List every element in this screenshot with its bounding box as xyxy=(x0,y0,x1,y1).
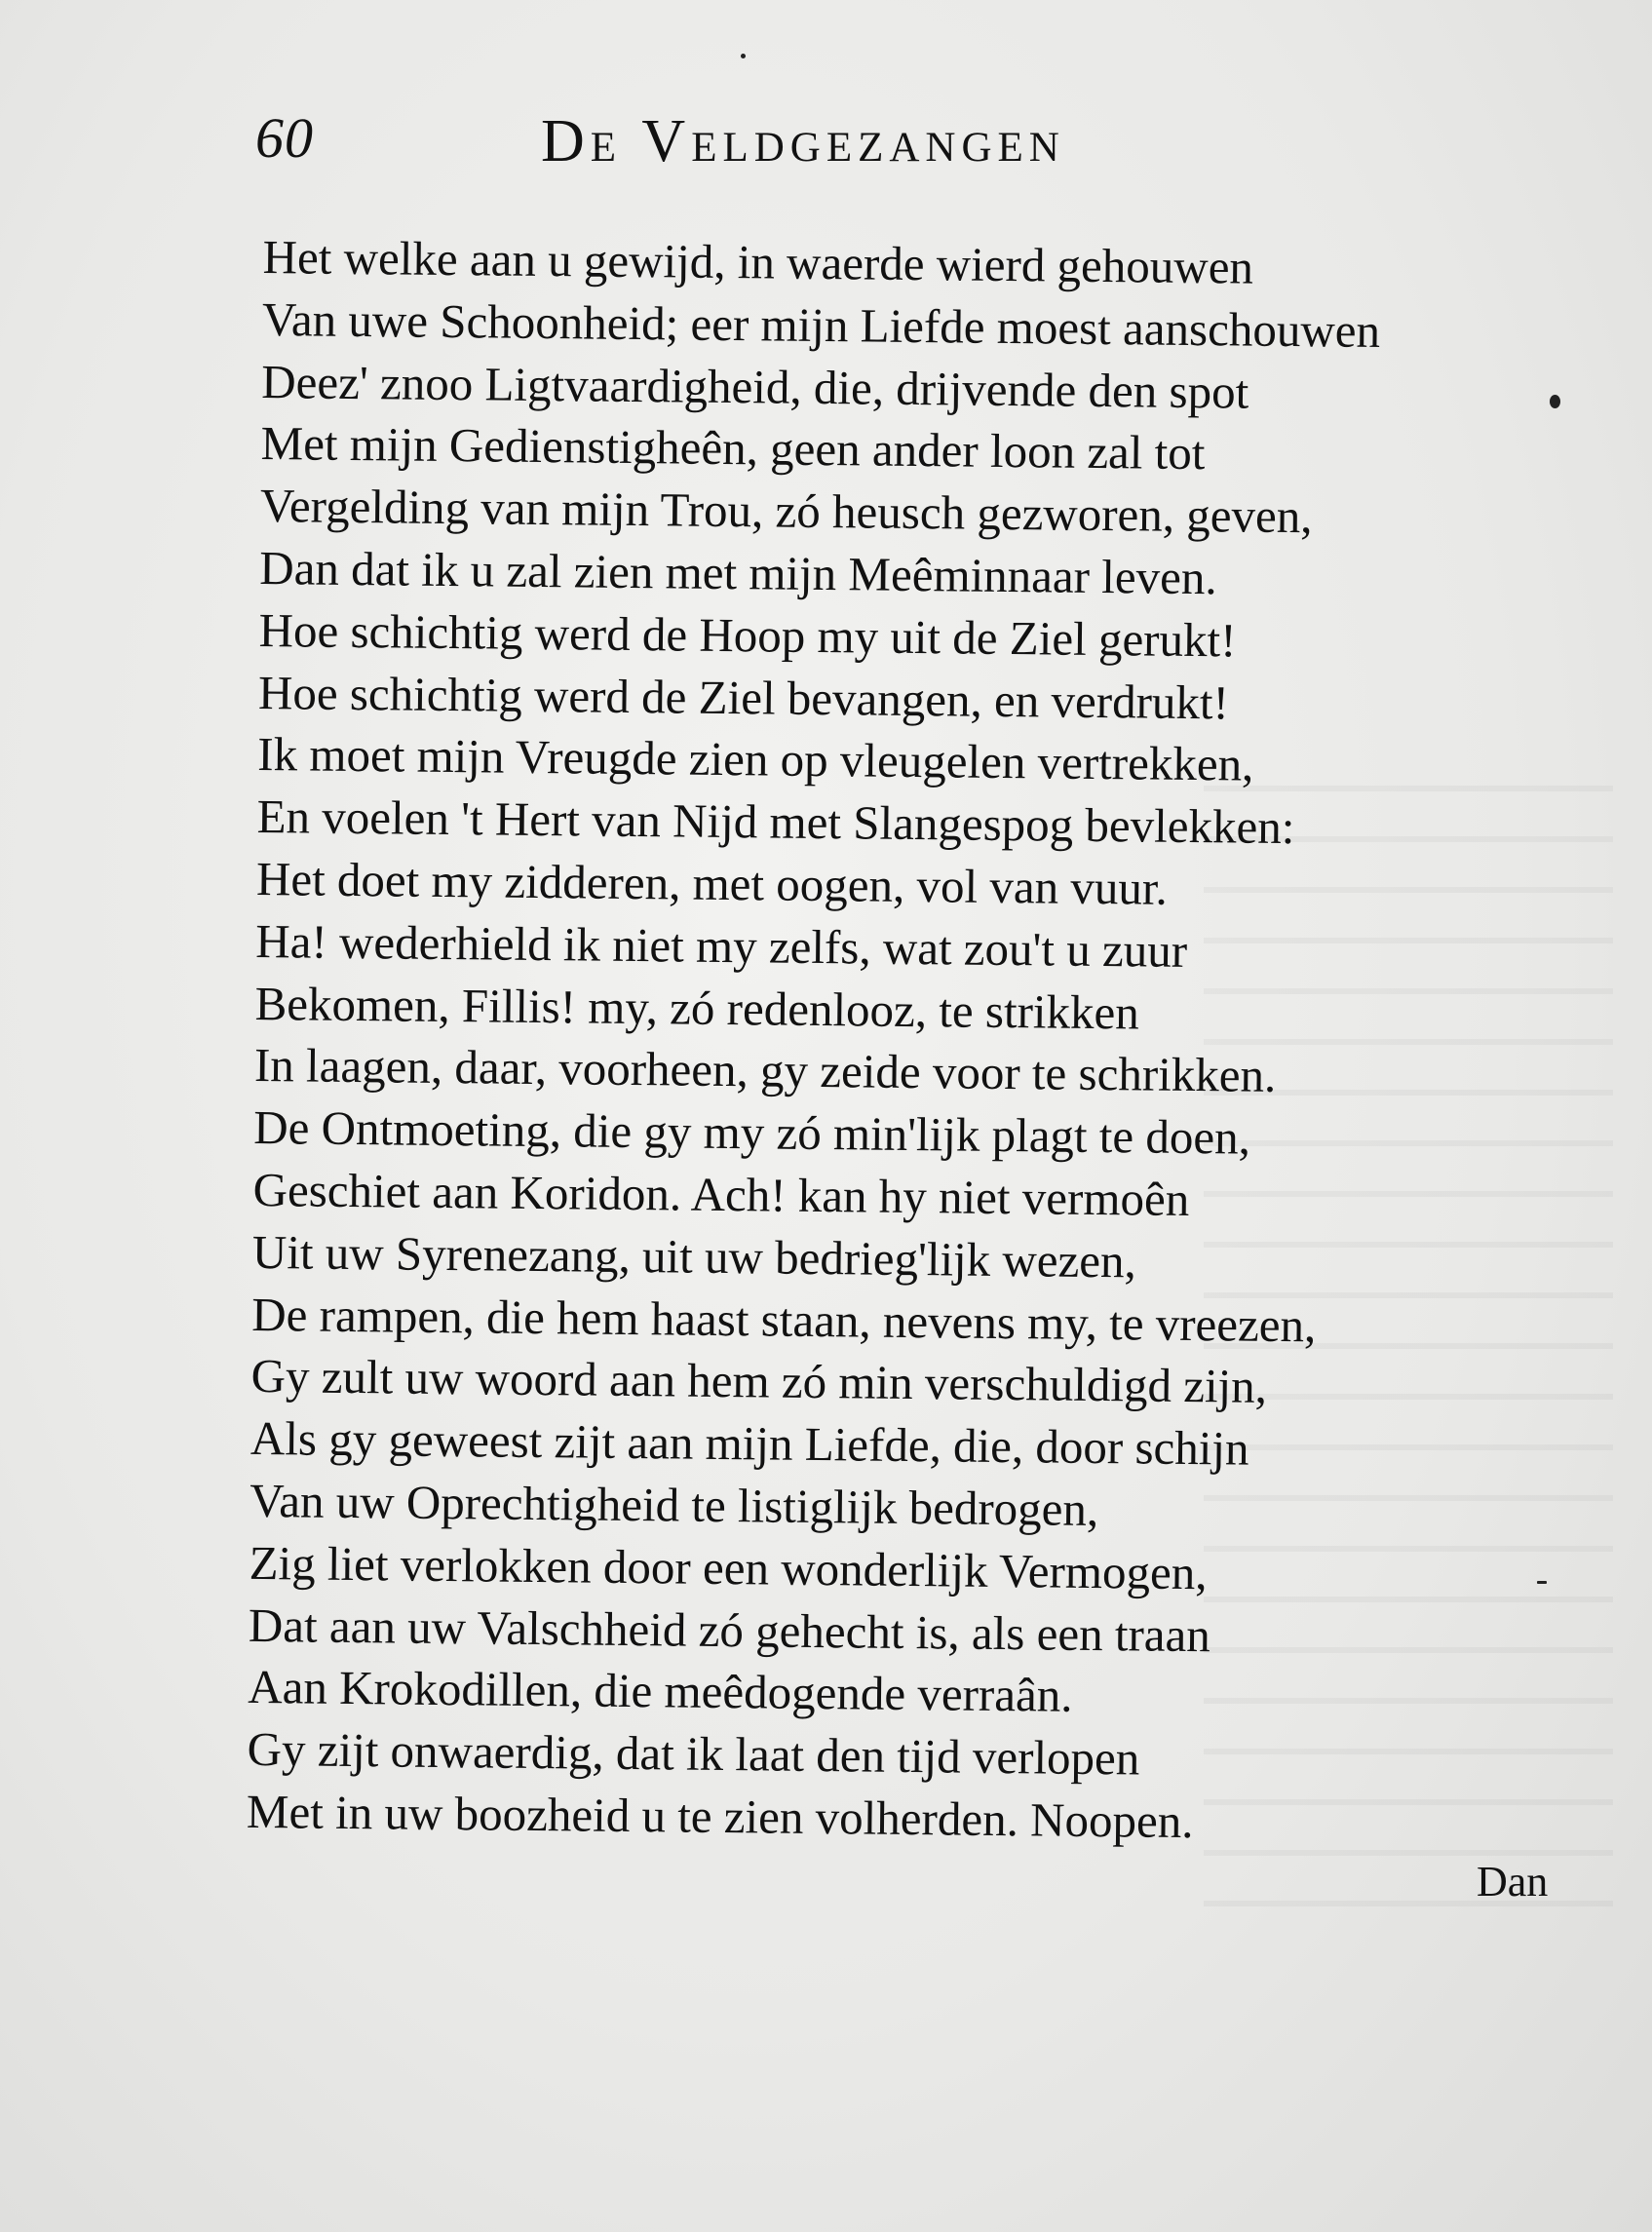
verse-line: Als gy geweest zijt aan mijn Liefde, die, door schijn xyxy=(250,1411,1249,1476)
verse-line: Bekomen, Fillis! my, zó redenlooz, te strikken xyxy=(254,976,1140,1040)
catchword: Dan xyxy=(1477,1858,1549,1905)
verse-line: Met mijn Gedienstigheên, geen ander loon zal tot xyxy=(260,416,1206,481)
verse-line: Aan Krokodillen, die meêdogende verraân. xyxy=(248,1660,1073,1723)
verse-line: Ha! wederhield ik niet my zelfs, wat zou't u zuur xyxy=(255,913,1188,978)
verse-line: Van uw Oprechtigheid te listiglijk bedrogen, xyxy=(250,1473,1099,1536)
verse-line: Uit uw Syrenezang, uit uw bedrieg'lijk wezen, xyxy=(251,1224,1137,1289)
running-title: De Veldgezangen xyxy=(541,108,1065,174)
verse-line: Dan dat ik u zal zien met mijn Meêminnaar leven. xyxy=(259,540,1217,605)
verse-line: Dat aan uw Valschheid zó gehecht is, als een traan xyxy=(248,1597,1211,1662)
verse-line: Van uwe Schoonheid; eer mijn Liefde moest aanschouwen xyxy=(261,291,1381,358)
verse-line: Deez' znoo Ligtvaardigheid, die, drijvende den spot xyxy=(261,354,1249,419)
verse-line: Met in uw boozheid u te zien volherden. Noopen. xyxy=(246,1784,1194,1849)
verse-line: Gy zijt onwaerdig, dat ik laat den tijd verlopen xyxy=(247,1722,1140,1786)
verse-line: En voelen 't Hert van Nijd met Slangespog bevlekken: xyxy=(256,789,1295,855)
verse-line: Zig liet verlokken door een wonderlijk Vermogen, xyxy=(249,1535,1208,1599)
verse-line: Ik moet mijn Vreugde zien op vleugelen vertrekken, xyxy=(257,727,1254,792)
verse-line: Hoe schichtig werd de Ziel bevangen, en verdrukt! xyxy=(257,665,1230,729)
verse-text xyxy=(247,226,1433,1855)
verse-line: Hoe schichtig werd de Hoop my uit de Ziel gerukt! xyxy=(258,602,1237,668)
ink-speck xyxy=(741,54,746,58)
ink-speck xyxy=(1550,395,1560,408)
verse-line: Vergelding van mijn Trou, zó heusch gezworen, geven, xyxy=(259,479,1313,544)
verse-line: Het welke aan u gewijd, in waerde wierd gehouwen xyxy=(262,229,1254,294)
verse-line: De rampen, die hem haast staan, nevens my, te vreezen, xyxy=(251,1287,1317,1352)
verse-line: Gy zult uw woord aan hem zó min verschuldigd zijn, xyxy=(250,1349,1268,1414)
verse-line: Het doet my zidderen, met oogen, vol van vuur. xyxy=(255,851,1169,915)
verse-line: De Ontmoeting, die gy my zó min'lijk plagt te doen, xyxy=(253,1100,1251,1165)
verse-line: Geschiet aan Koridon. Ach! kan hy niet vermoên xyxy=(252,1162,1190,1226)
page-number: 60 xyxy=(255,106,314,170)
ink-speck xyxy=(1537,1581,1547,1584)
verse-line: In laagen, daar, voorheen, gy zeide voor te schrikken. xyxy=(253,1038,1277,1103)
